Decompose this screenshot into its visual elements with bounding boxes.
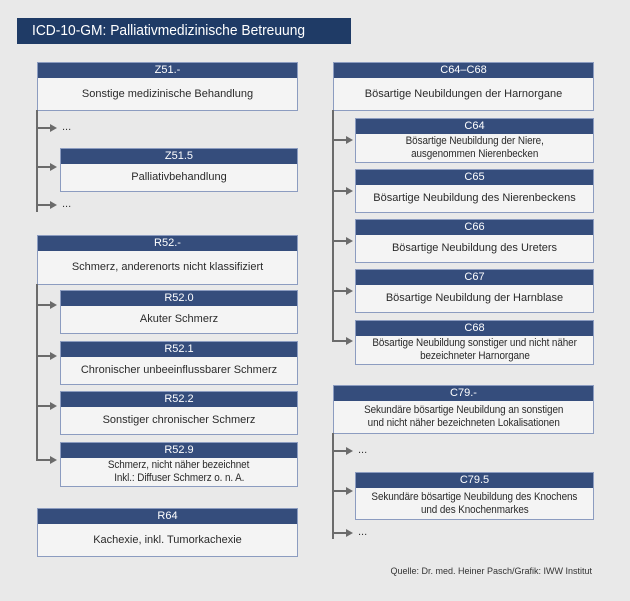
code-box-z51-5 <box>60 148 298 192</box>
arrow-icon <box>333 340 349 342</box>
connector-line <box>36 284 38 461</box>
description: Bösartige Neubildungen der Harnorgane <box>364 87 563 100</box>
code-box-c64 <box>355 118 594 163</box>
ellipsis: ... <box>358 526 368 538</box>
code: C79.- <box>334 386 593 401</box>
description <box>334 401 593 433</box>
description <box>356 488 593 519</box>
description: Chronischer unbeeinflussbarer Schmerz <box>80 364 278 376</box>
description-line: Schmerz, nicht näher bezeichnet <box>108 459 250 471</box>
code-box-c79-5 <box>355 472 594 520</box>
description-line: Sekundäre bösartige Neubildung an sonstigen <box>363 404 564 416</box>
code-box-r52-0 <box>60 290 298 334</box>
description-line: Inkl.: Diffuser Schmerz o. n. A. <box>113 472 245 484</box>
arrow-icon <box>37 127 53 129</box>
description: Bösartige Neubildung des Nierenbeckens <box>373 192 576 204</box>
code: C64 <box>356 119 593 134</box>
code: R52.9 <box>61 443 297 458</box>
code: R52.0 <box>61 291 297 306</box>
code-box-c67 <box>355 269 594 313</box>
arrow-icon <box>333 290 349 292</box>
description: Akuter Schmerz <box>139 313 219 325</box>
code-box-c64-c68 <box>333 62 594 111</box>
code-box-r52 <box>37 235 298 285</box>
code: R52.- <box>38 236 297 251</box>
ellipsis: ... <box>358 444 368 456</box>
arrow-icon <box>333 139 349 141</box>
arrow-icon <box>37 355 53 357</box>
description <box>61 458 297 486</box>
connector-line <box>36 110 38 212</box>
description: Bösartige Neubildung des Ureters <box>391 242 558 254</box>
description: Sonstige medizinische Behandlung <box>81 87 254 100</box>
code-box-r64 <box>37 508 298 557</box>
code: R52.1 <box>61 342 297 357</box>
description <box>356 336 593 364</box>
description <box>356 134 593 162</box>
description: Palliativbehandlung <box>131 171 227 183</box>
code-box-c79 <box>333 385 594 434</box>
ellipsis: ... <box>62 198 72 210</box>
code: C79.5 <box>356 473 593 488</box>
arrow-icon <box>333 240 349 242</box>
description: Bösartige Neubildung der Harnblase <box>385 292 564 304</box>
description-line: Bösartige Neubildung der Niere, <box>405 135 544 147</box>
arrow-icon <box>37 166 53 168</box>
arrow-icon <box>37 204 53 206</box>
source-credit: Quelle: Dr. med. Heiner Pasch/Grafik: IWW Institut <box>390 566 592 576</box>
arrow-icon <box>37 405 53 407</box>
description-line: Sekundäre bösartige Neubildung des Knochens <box>371 490 578 503</box>
code-box-r52-1 <box>60 341 298 385</box>
diagram-title-bar <box>17 18 351 44</box>
arrow-icon <box>37 304 53 306</box>
description: Sonstiger chronischer Schmerz <box>102 414 256 426</box>
code: C66 <box>356 220 593 235</box>
code-box-c68 <box>355 320 594 365</box>
arrow-icon <box>37 459 53 461</box>
description-line: ausgenommen Nierenbecken <box>410 148 539 160</box>
description-line: bezeichneter Harnorgane <box>419 350 530 362</box>
description-line: und des Knochenmarkes <box>420 503 529 516</box>
code: C67 <box>356 270 593 285</box>
code: R64 <box>38 509 297 524</box>
code-box-r52-9 <box>60 442 298 487</box>
description-line: Bösartige Neubildung sonstiger und nicht näher <box>372 337 577 349</box>
code-box-c66 <box>355 219 594 263</box>
code: C64–C68 <box>334 63 593 78</box>
code-box-r52-2 <box>60 391 298 435</box>
code-box-c65 <box>355 169 594 213</box>
arrow-icon <box>333 490 349 492</box>
description: Kachexie, inkl. Tumorkachexie <box>93 533 242 546</box>
code: C68 <box>356 321 593 336</box>
diagram-title: ICD-10-GM: Palliativmedizinische Betreuung <box>32 22 306 39</box>
arrow-icon <box>333 532 349 534</box>
code-box-z51 <box>37 62 298 111</box>
code: Z51.- <box>38 63 297 78</box>
code: Z51.5 <box>61 149 297 164</box>
description: Schmerz, anderenorts nicht klassifiziert <box>71 261 264 273</box>
connector-line <box>332 110 334 342</box>
connector-line <box>332 433 334 539</box>
code: R52.2 <box>61 392 297 407</box>
arrow-icon <box>333 190 349 192</box>
arrow-icon <box>333 450 349 452</box>
description-line: und nicht näher bezeichneten Lokalisationen <box>367 417 560 429</box>
ellipsis: ... <box>62 121 72 133</box>
code: C65 <box>356 170 593 185</box>
